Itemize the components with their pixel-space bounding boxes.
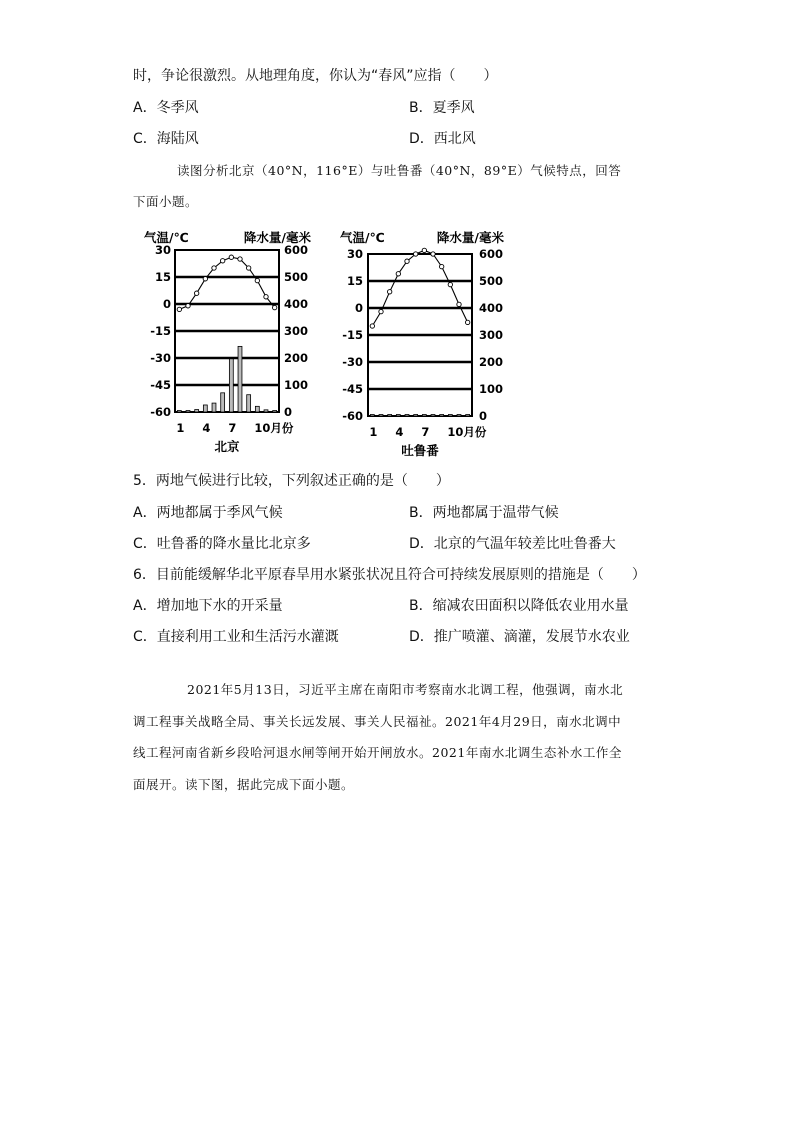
precipitation-bar	[431, 415, 435, 417]
y-right-tick-label: 600	[479, 247, 504, 261]
precipitation-bar	[440, 415, 444, 417]
climate-chart-beijing	[140, 226, 311, 458]
chart-title: 北京	[214, 439, 240, 454]
q6-option-b: B．缩减农田面积以降低农业用水量	[409, 598, 629, 614]
temperature-point	[194, 291, 198, 295]
y-left-axis-label: 气温/℃	[144, 230, 189, 245]
precipitation-bar	[405, 415, 409, 417]
temperature-point	[431, 252, 435, 256]
precipitation-bar	[238, 346, 242, 412]
q4-option-d: D．西北风	[409, 131, 476, 147]
temperature-point	[379, 309, 383, 313]
y-right-tick-label: 0	[284, 405, 293, 419]
precipitation-bar	[396, 415, 400, 417]
y-right-tick-label: 300	[284, 324, 309, 338]
chart-title: 吐鲁番	[401, 443, 439, 458]
climate-chart-turpan	[336, 226, 506, 458]
x-tick-label: 7	[228, 421, 237, 435]
precipitation-bar	[221, 393, 225, 412]
intro-line-2: 下面小题。	[133, 194, 199, 209]
precipitation-bar	[186, 411, 190, 413]
temperature-point	[203, 277, 207, 281]
y-right-tick-label: 100	[284, 378, 309, 392]
y-left-tick-label: -60	[342, 409, 363, 423]
q6-option-a: A．增加地下水的开采量	[133, 598, 283, 614]
temperature-point	[465, 320, 469, 324]
temperature-point	[272, 305, 276, 309]
y-right-tick-label: 500	[284, 270, 309, 284]
y-right-tick-label: 0	[479, 409, 488, 423]
x-tick-label: 7	[421, 425, 430, 439]
precipitation-bar	[466, 415, 470, 417]
temperature-point	[255, 278, 259, 282]
precipitation-bar	[379, 415, 383, 417]
y-right-tick-label: 500	[479, 274, 504, 288]
y-left-tick-label: 30	[346, 247, 363, 261]
precipitation-bar	[195, 410, 199, 412]
y-left-tick-label: -30	[150, 351, 171, 365]
temperature-point	[448, 282, 452, 286]
x-tick-label: 1	[369, 425, 378, 439]
y-right-tick-label: 100	[479, 382, 504, 396]
y-left-axis-label: 气温/℃	[340, 230, 385, 245]
temperature-point	[229, 255, 233, 259]
y-right-tick-label: 200	[284, 351, 309, 365]
y-left-tick-label: -30	[342, 355, 363, 369]
precipitation-bar	[457, 415, 461, 417]
q4-option-a: A．冬季风	[133, 100, 199, 116]
temperature-point	[246, 266, 250, 270]
temperature-point	[177, 307, 181, 311]
y-right-tick-label: 400	[284, 297, 309, 311]
q4-option-b: B．夏季风	[409, 100, 475, 116]
precipitation-bar	[414, 415, 418, 417]
q5-stem: 5．两地气候进行比较，下列叙述正确的是（ ）	[133, 473, 450, 489]
q5-option-c: C．吐鲁番的降水量比北京多	[133, 536, 311, 552]
temperature-point	[439, 264, 443, 268]
q6-stem: 6．目前能缓解华北平原春旱用水紧张状况且符合可持续发展原则的措施是（ ）	[133, 567, 646, 583]
temperature-point	[370, 324, 374, 328]
temperature-point	[396, 272, 400, 276]
y-right-tick-label: 400	[479, 301, 504, 315]
precipitation-bar	[229, 359, 233, 412]
temperature-point	[457, 302, 461, 306]
x-tick-label: 1	[176, 421, 185, 435]
x-tick-label: 4	[202, 421, 211, 435]
q5-option-a: A．两地都属于季风气候	[133, 505, 283, 521]
temperature-point	[212, 266, 216, 270]
y-left-tick-label: -15	[342, 328, 363, 342]
temperature-point	[220, 259, 224, 263]
temperature-point	[238, 257, 242, 261]
temperature-point	[387, 290, 391, 294]
y-right-axis-label: 降水量/毫米	[243, 230, 311, 245]
y-left-tick-label: -45	[150, 378, 171, 392]
climate-chart-beijing-svg	[140, 226, 311, 454]
y-right-tick-label: 200	[479, 355, 504, 369]
climate-chart-turpan-svg	[336, 226, 506, 458]
y-left-tick-label: -15	[150, 324, 171, 338]
temperature-point	[186, 304, 190, 308]
precipitation-bar	[247, 395, 251, 412]
y-right-axis-label: 降水量/毫米	[436, 230, 504, 245]
x-tick-label: 10月份	[447, 425, 487, 439]
temperature-point	[405, 259, 409, 263]
precipitation-bar	[212, 403, 216, 412]
precipitation-bar	[255, 406, 259, 412]
y-left-tick-label: -45	[342, 382, 363, 396]
precipitation-bar	[203, 405, 207, 412]
x-tick-label: 4	[395, 425, 404, 439]
temperature-point	[264, 295, 268, 299]
y-left-tick-label: 0	[162, 297, 171, 311]
q6-option-d: D．推广喷灌、滴灌，发展节水农业	[409, 629, 630, 645]
q6-option-c: C．直接利用工业和生活污水灌溉	[133, 629, 339, 645]
q4-option-c: C．海陆风	[133, 131, 199, 147]
q4-stem-tail: 时，争论很激烈。从地理角度，你认为“春风”应指（ ）	[133, 68, 498, 84]
precipitation-bar	[370, 415, 374, 417]
intro-line-1: 读图分析北京（40°N，116°E）与吐鲁番（40°N，89°E）气候特点，回答	[177, 163, 622, 178]
y-left-tick-label: 15	[154, 270, 171, 284]
temperature-point	[422, 248, 426, 252]
precipitation-bar	[264, 410, 268, 412]
y-left-tick-label: 0	[354, 301, 363, 315]
temperature-line	[179, 257, 274, 309]
y-left-tick-label: -60	[150, 405, 171, 419]
temperature-line	[372, 250, 467, 326]
passage-line-1: 2021年5月13日，习近平主席在南阳市考察南水北调工程，他强调，南水北	[187, 682, 624, 697]
passage-line-2: 调工程事关战略全局、事关长远发展、事关人民福祉。2021年4月29日，南水北调中	[133, 714, 622, 729]
passage-line-4: 面展开。读下图，据此完成下面小题。	[133, 777, 355, 792]
temperature-point	[413, 252, 417, 256]
precipitation-bar	[177, 411, 181, 413]
y-left-tick-label: 30	[154, 243, 171, 257]
q5-option-d: D．北京的气温年较差比吐鲁番大	[409, 536, 616, 552]
y-right-tick-label: 300	[479, 328, 504, 342]
q5-option-b: B．两地都属于温带气候	[409, 505, 559, 521]
precipitation-bar	[273, 411, 277, 413]
precipitation-bar	[388, 415, 392, 417]
precipitation-bar	[422, 415, 426, 417]
precipitation-bar	[448, 415, 452, 417]
y-left-tick-label: 15	[346, 274, 363, 288]
x-tick-label: 10月份	[254, 421, 294, 435]
y-right-tick-label: 600	[284, 243, 309, 257]
passage-line-3: 线工程河南省新乡段哈河退水闸等闸开始开闸放水。2021年南水北调生态补水工作全	[133, 745, 622, 760]
